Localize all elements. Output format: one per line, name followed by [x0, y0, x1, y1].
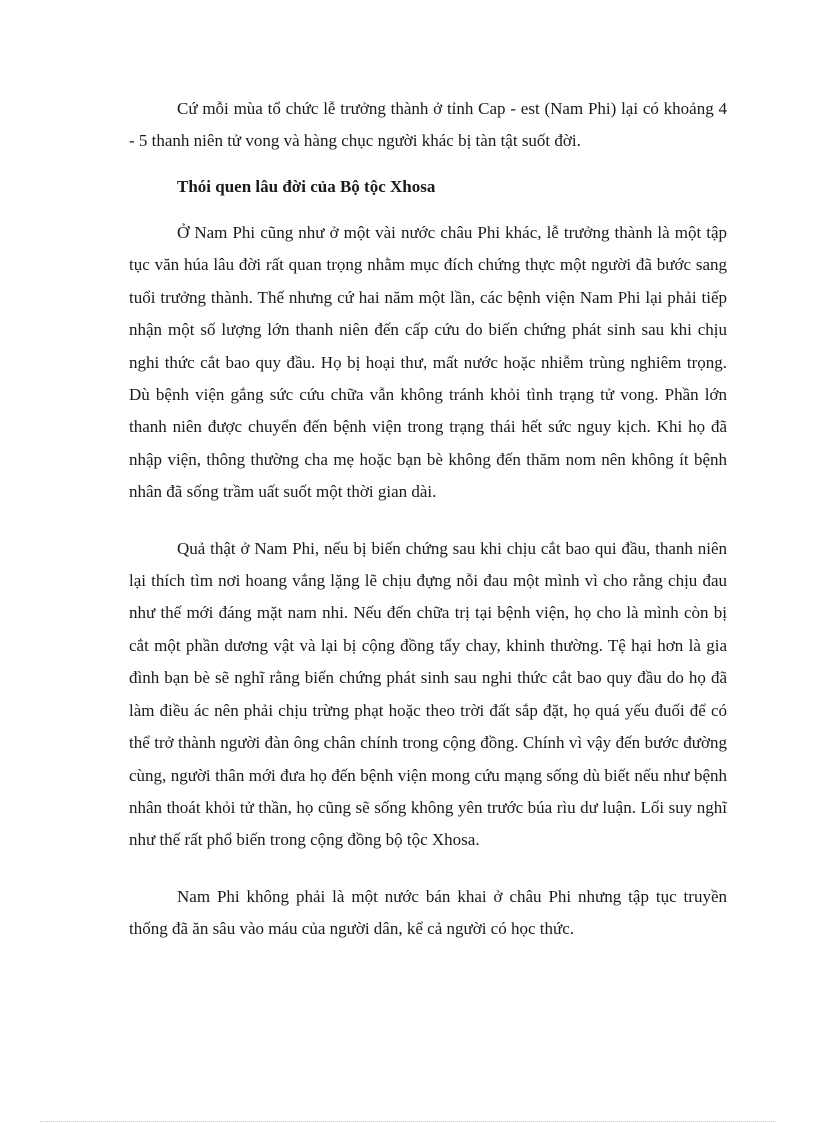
paragraph-tradition: Ở Nam Phi cũng như ở một vài nước châu Phi khác, lễ trưởng thành là một tập tục văn húa lâu đời rất quan trọng nhằm mục đích chứng thực một người đã bước sang tuổi trưởng thành. Thế nhưng cứ hai năm một lần, các bệnh viện Nam Phi lại phải tiếp nhận một số lượng lớn thanh niên đến cấp cứu do biến chứng phát sinh sau khi chịu nghi thức cắt bao quy đầu. Họ bị hoại thư, mất nước hoặc nhiễm trùng nghiêm trọng. Dù bệnh viện gắng sức cứu chữa vẫn không tránh khỏi tình trạng tử vong. Phần lớn thanh niên được chuyển đến bệnh viện trong trạng thái hết sức nguy kịch. Khi họ đã nhập viện, thông thường cha mẹ hoặc bạn bè không đến thăm nom nên không ít bệnh nhân đã sống trầm uất suốt một thời gian dài.	[129, 223, 727, 502]
paragraph-complications: Quả thật ở Nam Phi, nếu bị biến chứng sau khi chịu cắt bao qui đầu, thanh niên lại thích tìm nơi hoang vắng lặng lẽ chịu đựng nỗi đau một mình vì cho rằng chịu đau như thế mới đáng mặt nam nhi. Nếu đến chữa trị tại bệnh viện, họ cho là mình còn bị cắt một phần dương vật và lại bị cộng đồng tẩy chay, khinh thường. Tệ hại hơn là gia đình bạn bè sẽ nghĩ rằng biến chứng phát sinh sau nghi thức cắt bao quy đầu do họ đã làm điều ác nên phải chịu trừng phạt hoặc theo trời đất sắp đặt, họ quá yếu đuối để có thể trở thành người đàn ông chân chính trong cộng đồng. Chính vì vậy đến bước đường cùng, người thân mới đưa họ đến bệnh viện mong cứu mạng sống dù biết nếu như bệnh nhân thoát khỏi tử thần, họ cũng sẽ sống không yên trước búa rìu dư luận. Lối suy nghĩ như thế rất phổ biến trong cộng đồng bộ tộc Xhosa.	[129, 538, 727, 850]
section-heading: Thói quen lâu đời của Bộ tộc Xhosa	[177, 177, 436, 196]
document-body	[129, 93, 727, 945]
page-bottom-divider	[40, 1121, 776, 1122]
paragraph-intro: Cứ mỗi mùa tổ chức lễ trưởng thành ở tỉnh Cap - est (Nam Phi) lại có khoảng 4 - 5 thanh niên tử vong và hàng chục người khác bị tàn tật suốt đời.	[129, 99, 727, 150]
paragraph-conclusion: Nam Phi không phải là một nước bán khai ở châu Phi nhưng tập tục truyền thống đã ăn sâu vào máu của người dân, kể cả người có học thức.	[129, 886, 727, 938]
